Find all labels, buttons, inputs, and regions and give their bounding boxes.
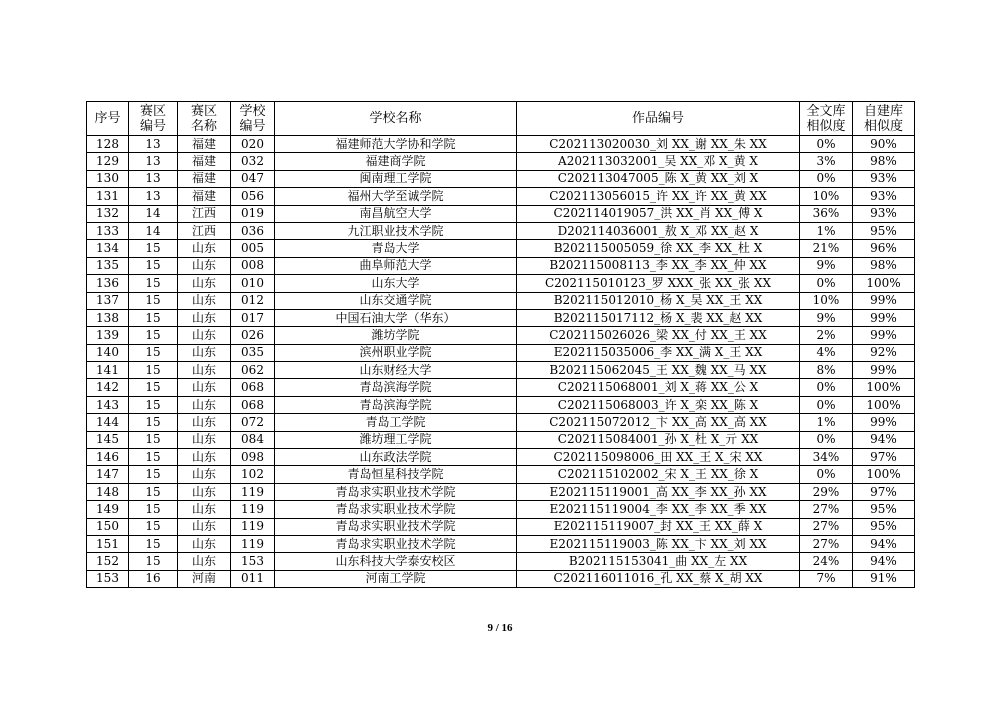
cell-self-similarity: 93% xyxy=(853,205,915,222)
cell-school-code: 098 xyxy=(231,449,275,466)
cell-seq: 134 xyxy=(87,240,129,257)
table-row xyxy=(87,535,915,552)
cell-seq: 133 xyxy=(87,222,129,239)
cell-work-code: B202115017112_杨 X_裴 XX_赵 XX xyxy=(517,309,800,326)
cell-region-name: 山东 xyxy=(178,501,231,518)
header-label-line: 作品编号 xyxy=(631,111,684,126)
cell-fulltext-similarity: 0% xyxy=(800,170,853,187)
cell-region-name: 山东 xyxy=(178,535,231,552)
page-number: 9 / 16 xyxy=(487,622,513,634)
cell-region-code: 13 xyxy=(129,136,178,153)
cell-seq: 128 xyxy=(87,136,129,153)
header-label-line: 学校 xyxy=(239,103,266,119)
cell-region-name: 山东 xyxy=(178,466,231,483)
table-header xyxy=(87,102,915,136)
cell-work-code: C202116011016_孔 XX_蔡 X_胡 XX xyxy=(517,570,800,587)
cell-region-code: 15 xyxy=(129,257,178,274)
header-work-code xyxy=(517,102,800,136)
cell-region-name: 福建 xyxy=(178,136,231,153)
cell-work-code: C202115084001_孙 X_杜 X_亓 XX xyxy=(517,431,800,448)
cell-school-name: 青岛滨海学院 xyxy=(275,396,517,413)
cell-work-code: E202115035006_李 XX_满 X_王 XX xyxy=(517,344,800,361)
cell-work-code: C202113020030_刘 XX_谢 XX_朱 XX xyxy=(517,136,800,153)
cell-region-name: 江西 xyxy=(178,222,231,239)
cell-fulltext-similarity: 1% xyxy=(800,414,853,431)
cell-school-code: 102 xyxy=(231,466,275,483)
cell-self-similarity: 91% xyxy=(853,570,915,587)
cell-fulltext-similarity: 8% xyxy=(800,362,853,379)
cell-self-similarity: 94% xyxy=(853,535,915,552)
header-region-name xyxy=(178,102,231,136)
table-row xyxy=(87,344,915,361)
cell-region-code: 15 xyxy=(129,292,178,309)
cell-self-similarity: 99% xyxy=(853,414,915,431)
cell-work-code: C202115098006_田 XX_王 X_宋 XX xyxy=(517,449,800,466)
header-fulltext-similarity xyxy=(800,102,853,136)
cell-region-code: 15 xyxy=(129,431,178,448)
cell-school-name: 闽南理工学院 xyxy=(275,170,517,187)
cell-region-code: 15 xyxy=(129,379,178,396)
cell-fulltext-similarity: 36% xyxy=(800,205,853,222)
cell-region-code: 16 xyxy=(129,570,178,587)
table-row xyxy=(87,240,915,257)
cell-self-similarity: 99% xyxy=(853,292,915,309)
cell-school-name: 青岛大学 xyxy=(275,240,517,257)
cell-school-code: 010 xyxy=(231,275,275,292)
cell-fulltext-similarity: 0% xyxy=(800,275,853,292)
cell-work-code: C202113056015_许 XX_许 XX_黄 XX xyxy=(517,188,800,205)
cell-school-name: 青岛求实职业技术学院 xyxy=(275,535,517,552)
cell-region-name: 山东 xyxy=(178,292,231,309)
table-row xyxy=(87,136,915,153)
cell-work-code: D202114036001_敖 X_邓 XX_赵 X xyxy=(517,222,800,239)
cell-fulltext-similarity: 0% xyxy=(800,396,853,413)
header-school-name xyxy=(275,102,517,136)
table-row xyxy=(87,414,915,431)
cell-fulltext-similarity: 0% xyxy=(800,136,853,153)
header-self-similarity xyxy=(853,102,915,136)
cell-school-name: 中国石油大学（华东） xyxy=(275,309,517,326)
table-row xyxy=(87,292,915,309)
cell-school-code: 008 xyxy=(231,257,275,274)
cell-school-code: 119 xyxy=(231,518,275,535)
cell-seq: 130 xyxy=(87,170,129,187)
table-row xyxy=(87,153,915,170)
cell-school-code: 019 xyxy=(231,205,275,222)
cell-self-similarity: 100% xyxy=(853,396,915,413)
cell-work-code: C202113047005_陈 X_黄 XX_刘 X xyxy=(517,170,800,187)
cell-seq: 135 xyxy=(87,257,129,274)
header-school-code xyxy=(231,102,275,136)
table-row xyxy=(87,449,915,466)
header-row xyxy=(87,102,915,136)
cell-work-code: E202115119004_李 XX_李 XX_季 XX xyxy=(517,501,800,518)
cell-school-code: 119 xyxy=(231,535,275,552)
cell-school-code: 056 xyxy=(231,188,275,205)
cell-region-code: 13 xyxy=(129,153,178,170)
cell-region-name: 河南 xyxy=(178,570,231,587)
cell-fulltext-similarity: 0% xyxy=(800,466,853,483)
cell-school-code: 068 xyxy=(231,379,275,396)
cell-region-name: 山东 xyxy=(178,257,231,274)
cell-fulltext-similarity: 21% xyxy=(800,240,853,257)
cell-self-similarity: 97% xyxy=(853,449,915,466)
cell-school-code: 119 xyxy=(231,483,275,500)
cell-seq: 131 xyxy=(87,188,129,205)
cell-seq: 147 xyxy=(87,466,129,483)
cell-region-name: 山东 xyxy=(178,483,231,500)
cell-self-similarity: 92% xyxy=(853,344,915,361)
cell-region-name: 山东 xyxy=(178,327,231,344)
cell-seq: 149 xyxy=(87,501,129,518)
cell-fulltext-similarity: 2% xyxy=(800,327,853,344)
table-row xyxy=(87,275,915,292)
cell-region-name: 江西 xyxy=(178,205,231,222)
header-label-line: 相似度 xyxy=(806,118,846,134)
cell-work-code: E202115119001_高 XX_李 XX_孙 XX xyxy=(517,483,800,500)
cell-seq: 144 xyxy=(87,414,129,431)
cell-school-name: 山东交通学院 xyxy=(275,292,517,309)
cell-self-similarity: 98% xyxy=(853,153,915,170)
cell-school-name: 福建师范大学协和学院 xyxy=(275,136,517,153)
cell-region-code: 15 xyxy=(129,344,178,361)
cell-seq: 129 xyxy=(87,153,129,170)
cell-region-code: 15 xyxy=(129,240,178,257)
cell-fulltext-similarity: 34% xyxy=(800,449,853,466)
cell-region-code: 15 xyxy=(129,466,178,483)
cell-seq: 141 xyxy=(87,362,129,379)
cell-self-similarity: 98% xyxy=(853,257,915,274)
table-row xyxy=(87,379,915,396)
cell-school-name: 青岛求实职业技术学院 xyxy=(275,483,517,500)
cell-self-similarity: 99% xyxy=(853,309,915,326)
cell-seq: 132 xyxy=(87,205,129,222)
results-table xyxy=(86,101,915,588)
cell-school-name: 青岛恒星科技学院 xyxy=(275,466,517,483)
cell-fulltext-similarity: 7% xyxy=(800,570,853,587)
cell-work-code: B202115062045_王 XX_魏 XX_马 XX xyxy=(517,362,800,379)
cell-fulltext-similarity: 0% xyxy=(800,379,853,396)
cell-region-name: 山东 xyxy=(178,344,231,361)
cell-self-similarity: 100% xyxy=(853,466,915,483)
cell-region-code: 13 xyxy=(129,170,178,187)
cell-region-name: 福建 xyxy=(178,153,231,170)
cell-region-name: 福建 xyxy=(178,170,231,187)
cell-fulltext-similarity: 3% xyxy=(800,153,853,170)
cell-school-name: 潍坊理工学院 xyxy=(275,431,517,448)
cell-fulltext-similarity: 0% xyxy=(800,431,853,448)
cell-self-similarity: 94% xyxy=(853,431,915,448)
cell-seq: 145 xyxy=(87,431,129,448)
cell-self-similarity: 99% xyxy=(853,327,915,344)
cell-region-name: 山东 xyxy=(178,379,231,396)
table-row xyxy=(87,205,915,222)
cell-school-code: 026 xyxy=(231,327,275,344)
cell-region-name: 山东 xyxy=(178,240,231,257)
cell-region-code: 15 xyxy=(129,535,178,552)
cell-self-similarity: 90% xyxy=(853,136,915,153)
cell-region-name: 山东 xyxy=(178,449,231,466)
cell-work-code: B202115008113_李 XX_李 XX_仲 XX xyxy=(517,257,800,274)
cell-seq: 143 xyxy=(87,396,129,413)
cell-seq: 140 xyxy=(87,344,129,361)
cell-region-code: 15 xyxy=(129,327,178,344)
header-label-line: 名称 xyxy=(190,118,217,134)
cell-self-similarity: 96% xyxy=(853,240,915,257)
cell-region-name: 山东 xyxy=(178,396,231,413)
cell-self-similarity: 95% xyxy=(853,222,915,239)
header-label-line: 赛区 xyxy=(190,103,217,119)
header-label-line: 编号 xyxy=(139,118,166,134)
cell-school-name: 潍坊学院 xyxy=(275,327,517,344)
cell-school-name: 青岛工学院 xyxy=(275,414,517,431)
cell-school-name: 滨州职业学院 xyxy=(275,344,517,361)
cell-self-similarity: 100% xyxy=(853,379,915,396)
cell-seq: 136 xyxy=(87,275,129,292)
header-label-line: 全文库 xyxy=(806,103,846,119)
cell-fulltext-similarity: 1% xyxy=(800,222,853,239)
cell-school-code: 012 xyxy=(231,292,275,309)
cell-region-code: 15 xyxy=(129,396,178,413)
cell-fulltext-similarity: 10% xyxy=(800,292,853,309)
table-row xyxy=(87,501,915,518)
cell-self-similarity: 94% xyxy=(853,553,915,570)
cell-fulltext-similarity: 9% xyxy=(800,257,853,274)
cell-fulltext-similarity: 24% xyxy=(800,553,853,570)
cell-work-code: C202115072012_卞 XX_高 XX_高 XX xyxy=(517,414,800,431)
header-label-line: 相似度 xyxy=(863,118,903,134)
cell-seq: 153 xyxy=(87,570,129,587)
cell-school-code: 119 xyxy=(231,501,275,518)
cell-school-code: 068 xyxy=(231,396,275,413)
cell-self-similarity: 99% xyxy=(853,362,915,379)
cell-region-name: 山东 xyxy=(178,414,231,431)
header-seq xyxy=(87,102,129,136)
cell-work-code: E202115119003_陈 XX_卞 XX_刘 XX xyxy=(517,535,800,552)
cell-school-code: 084 xyxy=(231,431,275,448)
cell-fulltext-similarity: 27% xyxy=(800,501,853,518)
cell-self-similarity: 100% xyxy=(853,275,915,292)
cell-region-code: 15 xyxy=(129,362,178,379)
cell-school-code: 005 xyxy=(231,240,275,257)
cell-school-name: 福建商学院 xyxy=(275,153,517,170)
cell-school-code: 017 xyxy=(231,309,275,326)
table-row xyxy=(87,257,915,274)
cell-school-code: 020 xyxy=(231,136,275,153)
cell-work-code: B202115012010_杨 X_吴 XX_王 XX xyxy=(517,292,800,309)
cell-school-code: 062 xyxy=(231,362,275,379)
cell-school-code: 047 xyxy=(231,170,275,187)
cell-fulltext-similarity: 27% xyxy=(800,535,853,552)
cell-work-code: C202115010123_罗 XXX_张 XX_张 XX xyxy=(517,275,800,292)
header-label-line: 自建库 xyxy=(863,103,903,119)
cell-school-code: 011 xyxy=(231,570,275,587)
cell-school-code: 036 xyxy=(231,222,275,239)
cell-work-code: C202115068001_刘 X_蒋 XX_公 X xyxy=(517,379,800,396)
cell-work-code: C202115102002_宋 X_王 XX_徐 X xyxy=(517,466,800,483)
cell-region-code: 15 xyxy=(129,309,178,326)
cell-region-name: 山东 xyxy=(178,275,231,292)
cell-school-name: 山东科技大学泰安校区 xyxy=(275,553,517,570)
cell-seq: 150 xyxy=(87,518,129,535)
header-label-line: 学校名称 xyxy=(369,111,422,126)
cell-region-code: 13 xyxy=(129,188,178,205)
cell-school-name: 山东政法学院 xyxy=(275,449,517,466)
cell-seq: 148 xyxy=(87,483,129,500)
cell-school-name: 山东大学 xyxy=(275,275,517,292)
header-label-line: 序号 xyxy=(94,111,121,126)
cell-fulltext-similarity: 9% xyxy=(800,309,853,326)
cell-school-code: 035 xyxy=(231,344,275,361)
cell-seq: 152 xyxy=(87,553,129,570)
cell-self-similarity: 93% xyxy=(853,188,915,205)
cell-work-code: C202114019057_洪 XX_肖 XX_傅 X xyxy=(517,205,800,222)
cell-region-code: 15 xyxy=(129,553,178,570)
cell-school-name: 青岛滨海学院 xyxy=(275,379,517,396)
cell-school-code: 153 xyxy=(231,553,275,570)
table-row xyxy=(87,188,915,205)
cell-region-name: 福建 xyxy=(178,188,231,205)
cell-school-name: 青岛求实职业技术学院 xyxy=(275,518,517,535)
cell-school-name: 福州大学至诚学院 xyxy=(275,188,517,205)
table-row xyxy=(87,431,915,448)
cell-seq: 138 xyxy=(87,309,129,326)
cell-self-similarity: 95% xyxy=(853,501,915,518)
cell-school-name: 河南工学院 xyxy=(275,570,517,587)
cell-self-similarity: 93% xyxy=(853,170,915,187)
cell-fulltext-similarity: 4% xyxy=(800,344,853,361)
cell-work-code: C202115068003_许 X_栾 XX_陈 X xyxy=(517,396,800,413)
cell-school-code: 072 xyxy=(231,414,275,431)
cell-self-similarity: 95% xyxy=(853,518,915,535)
cell-region-code: 15 xyxy=(129,501,178,518)
cell-self-similarity: 97% xyxy=(853,483,915,500)
table-row xyxy=(87,362,915,379)
cell-seq: 137 xyxy=(87,292,129,309)
cell-school-name: 山东财经大学 xyxy=(275,362,517,379)
cell-fulltext-similarity: 10% xyxy=(800,188,853,205)
cell-seq: 151 xyxy=(87,535,129,552)
header-label-line: 赛区 xyxy=(139,103,166,119)
table-row xyxy=(87,327,915,344)
header-label-line: 编号 xyxy=(239,118,266,134)
table-row xyxy=(87,466,915,483)
cell-region-name: 山东 xyxy=(178,431,231,448)
table-row xyxy=(87,309,915,326)
cell-seq: 146 xyxy=(87,449,129,466)
table-row xyxy=(87,396,915,413)
table-row xyxy=(87,170,915,187)
cell-work-code: C202115026026_梁 XX_付 XX_王 XX xyxy=(517,327,800,344)
cell-fulltext-similarity: 27% xyxy=(800,518,853,535)
cell-region-code: 15 xyxy=(129,483,178,500)
cell-region-name: 山东 xyxy=(178,518,231,535)
table-row xyxy=(87,222,915,239)
cell-region-code: 15 xyxy=(129,518,178,535)
cell-school-name: 九江职业技术学院 xyxy=(275,222,517,239)
cell-seq: 142 xyxy=(87,379,129,396)
cell-school-name: 南昌航空大学 xyxy=(275,205,517,222)
cell-region-code: 14 xyxy=(129,205,178,222)
cell-fulltext-similarity: 29% xyxy=(800,483,853,500)
cell-seq: 139 xyxy=(87,327,129,344)
cell-region-name: 山东 xyxy=(178,362,231,379)
cell-region-code: 14 xyxy=(129,222,178,239)
cell-region-code: 15 xyxy=(129,275,178,292)
table-row xyxy=(87,570,915,587)
cell-school-name: 青岛求实职业技术学院 xyxy=(275,501,517,518)
cell-region-name: 山东 xyxy=(178,553,231,570)
table-row xyxy=(87,553,915,570)
cell-school-name: 曲阜师范大学 xyxy=(275,257,517,274)
table-body xyxy=(87,136,915,588)
cell-region-name: 山东 xyxy=(178,309,231,326)
header-region-code xyxy=(129,102,178,136)
cell-school-code: 032 xyxy=(231,153,275,170)
cell-work-code: B202115153041_曲 XX_左 XX xyxy=(517,553,800,570)
cell-region-code: 15 xyxy=(129,449,178,466)
cell-work-code: E202115119007_封 XX_王 XX_薛 X xyxy=(517,518,800,535)
cell-work-code: B202115005059_徐 XX_李 XX_杜 X xyxy=(517,240,800,257)
table-row xyxy=(87,483,915,500)
cell-work-code: A202113032001_吴 XX_邓 X_黄 X xyxy=(517,153,800,170)
table-row xyxy=(87,518,915,535)
cell-region-code: 15 xyxy=(129,414,178,431)
